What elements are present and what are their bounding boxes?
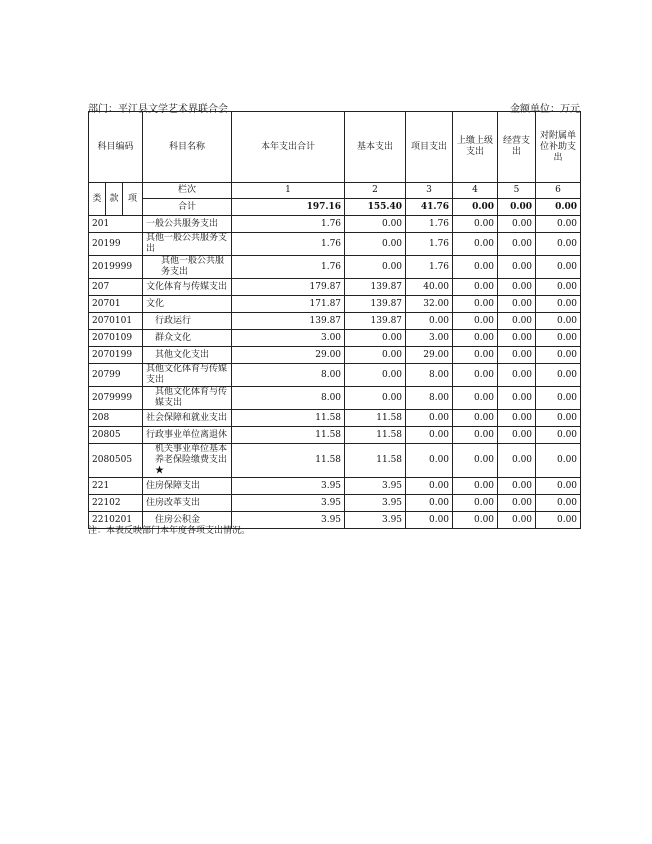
- row-total: 3.00: [232, 330, 345, 347]
- row-subsidy: 0.00: [536, 410, 581, 427]
- col-total: 本年支出合计: [232, 112, 345, 183]
- row-upper: 0.00: [453, 427, 498, 444]
- row-total: 1.76: [232, 233, 345, 256]
- table-row: [89, 444, 581, 478]
- row-subsidy: 0.00: [536, 279, 581, 296]
- table-row: [89, 410, 581, 427]
- row-project: 0.00: [406, 427, 453, 444]
- row-project: 0.00: [406, 478, 453, 495]
- row-total: 3.95: [232, 478, 345, 495]
- unit-label: 金额单位：万元: [510, 104, 580, 115]
- col-subsidy: 对附属单位补助支出: [536, 112, 581, 183]
- table-row: [89, 364, 581, 387]
- row-total: 11.58: [232, 427, 345, 444]
- col-lanci: 栏次: [143, 183, 232, 199]
- row-basic: 3.95: [345, 495, 406, 512]
- row-upper: 0.00: [453, 330, 498, 347]
- table-row: [89, 296, 581, 313]
- row-name: 文化: [143, 296, 232, 313]
- row-upper: 0.00: [453, 296, 498, 313]
- row-project: 1.76: [406, 256, 453, 279]
- row-project: 0.00: [406, 495, 453, 512]
- row-name: 社会保障和就业支出: [143, 410, 232, 427]
- total-cell: 0.00: [498, 199, 536, 216]
- column-number-row: [89, 183, 581, 199]
- row-business: 0.00: [498, 256, 536, 279]
- total-cell: 155.40: [345, 199, 406, 216]
- row-basic: 139.87: [345, 279, 406, 296]
- col-number: 2: [345, 183, 406, 199]
- row-project: 29.00: [406, 347, 453, 364]
- row-name: 其他文化体育与传媒支出: [143, 364, 232, 387]
- table-row: [89, 256, 581, 279]
- row-subsidy: 0.00: [536, 444, 581, 478]
- row-business: 0.00: [498, 233, 536, 256]
- row-subsidy: 0.00: [536, 256, 581, 279]
- row-business: 0.00: [498, 444, 536, 478]
- row-project: 32.00: [406, 296, 453, 313]
- row-subsidy: 0.00: [536, 512, 581, 529]
- row-name: 行政事业单位离退休: [143, 427, 232, 444]
- row-code: 22102: [89, 495, 143, 512]
- row-business: 0.00: [498, 495, 536, 512]
- row-code: 2019999: [89, 256, 143, 279]
- total-cell: 197.16: [232, 199, 345, 216]
- table-row: [89, 495, 581, 512]
- row-total: 8.00: [232, 387, 345, 410]
- row-basic: 3.95: [345, 478, 406, 495]
- row-project: 0.00: [406, 512, 453, 529]
- row-basic: 0.00: [345, 330, 406, 347]
- row-business: 0.00: [498, 478, 536, 495]
- row-code: 20701: [89, 296, 143, 313]
- row-name: 其他文化支出: [143, 347, 232, 364]
- row-subsidy: 0.00: [536, 387, 581, 410]
- row-subsidy: 0.00: [536, 495, 581, 512]
- row-total: 3.95: [232, 512, 345, 529]
- row-code: 20805: [89, 427, 143, 444]
- table-row: [89, 330, 581, 347]
- table-row: [89, 233, 581, 256]
- col-basic: 基本支出: [345, 112, 406, 183]
- row-code: 221: [89, 478, 143, 495]
- total-cell: 0.00: [453, 199, 498, 216]
- row-upper: 0.00: [453, 233, 498, 256]
- table-row: [89, 279, 581, 296]
- row-name: 其他一般公共服务支出: [143, 256, 232, 279]
- total-row: [89, 199, 581, 216]
- row-total: 29.00: [232, 347, 345, 364]
- row-upper: 0.00: [453, 512, 498, 529]
- row-subsidy: 0.00: [536, 330, 581, 347]
- row-upper: 0.00: [453, 216, 498, 233]
- row-business: 0.00: [498, 410, 536, 427]
- row-total: 1.76: [232, 256, 345, 279]
- row-total: 8.00: [232, 364, 345, 387]
- row-basic: 0.00: [345, 256, 406, 279]
- row-name: 文化体育与传媒支出: [143, 279, 232, 296]
- row-total: 3.95: [232, 495, 345, 512]
- row-upper: 0.00: [453, 387, 498, 410]
- row-total: 1.76: [232, 216, 345, 233]
- row-upper: 0.00: [453, 347, 498, 364]
- row-project: 8.00: [406, 364, 453, 387]
- total-label: 合计: [143, 199, 232, 216]
- row-basic: 0.00: [345, 347, 406, 364]
- row-subsidy: 0.00: [536, 233, 581, 256]
- row-subsidy: 0.00: [536, 364, 581, 387]
- col-kuan: 款: [106, 183, 123, 216]
- row-business: 0.00: [498, 387, 536, 410]
- row-name: 群众文化: [143, 330, 232, 347]
- total-cell: 41.76: [406, 199, 453, 216]
- col-business: 经营支出: [498, 112, 536, 183]
- row-basic: 139.87: [345, 296, 406, 313]
- row-total: 179.87: [232, 279, 345, 296]
- row-name: 住房公积金: [143, 512, 232, 529]
- row-basic: 11.58: [345, 444, 406, 478]
- col-lei: 类: [89, 183, 106, 216]
- header-row: [89, 112, 581, 183]
- row-basic: 0.00: [345, 216, 406, 233]
- row-business: 0.00: [498, 296, 536, 313]
- row-project: 1.76: [406, 233, 453, 256]
- col-number: 6: [536, 183, 581, 199]
- table-row: [89, 478, 581, 495]
- row-code: 2080505: [89, 444, 143, 478]
- row-upper: 0.00: [453, 313, 498, 330]
- row-code: 201: [89, 216, 143, 233]
- row-code: 208: [89, 410, 143, 427]
- row-upper: 0.00: [453, 478, 498, 495]
- row-subsidy: 0.00: [536, 313, 581, 330]
- department-label: 部门：平江县文学艺术界联合会: [88, 104, 228, 115]
- table-row: [89, 216, 581, 233]
- row-project: 1.76: [406, 216, 453, 233]
- row-name: 其他文化体育与传媒支出: [143, 387, 232, 410]
- row-code: 20799: [89, 364, 143, 387]
- row-code: 2070199: [89, 347, 143, 364]
- col-project: 项目支出: [406, 112, 453, 183]
- row-total: 139.87: [232, 313, 345, 330]
- col-number: 3: [406, 183, 453, 199]
- row-project: 40.00: [406, 279, 453, 296]
- row-subsidy: 0.00: [536, 296, 581, 313]
- row-subsidy: 0.00: [536, 347, 581, 364]
- row-total: 11.58: [232, 410, 345, 427]
- row-project: 0.00: [406, 313, 453, 330]
- row-basic: 139.87: [345, 313, 406, 330]
- col-name: 科目名称: [143, 112, 232, 183]
- row-business: 0.00: [498, 330, 536, 347]
- col-number: 1: [232, 183, 345, 199]
- row-project: 0.00: [406, 410, 453, 427]
- row-basic: 11.58: [345, 427, 406, 444]
- row-business: 0.00: [498, 364, 536, 387]
- col-upper: 上缴上级支出: [453, 112, 498, 183]
- row-basic: 3.95: [345, 512, 406, 529]
- row-project: 0.00: [406, 444, 453, 478]
- row-code: 207: [89, 279, 143, 296]
- row-basic: 11.58: [345, 410, 406, 427]
- col-number: 4: [453, 183, 498, 199]
- col-xiang: 项: [123, 183, 143, 216]
- row-subsidy: 0.00: [536, 216, 581, 233]
- row-upper: 0.00: [453, 444, 498, 478]
- row-code: 2210201: [89, 512, 143, 529]
- row-name: 机关事业单位基本养老保险缴费支出★: [143, 444, 232, 478]
- row-subsidy: 0.00: [536, 427, 581, 444]
- row-code: 2079999: [89, 387, 143, 410]
- row-name: 其他一般公共服务支出: [143, 233, 232, 256]
- row-upper: 0.00: [453, 364, 498, 387]
- row-upper: 0.00: [453, 410, 498, 427]
- row-name: 住房保障支出: [143, 478, 232, 495]
- row-total: 171.87: [232, 296, 345, 313]
- row-business: 0.00: [498, 216, 536, 233]
- total-cell: 0.00: [536, 199, 581, 216]
- row-basic: 0.00: [345, 364, 406, 387]
- table-row: [89, 427, 581, 444]
- row-basic: 0.00: [345, 233, 406, 256]
- table-row: [89, 347, 581, 364]
- row-business: 0.00: [498, 347, 536, 364]
- row-upper: 0.00: [453, 279, 498, 296]
- row-business: 0.00: [498, 512, 536, 529]
- expenditure-table: [88, 111, 581, 529]
- row-total: 11.58: [232, 444, 345, 478]
- table-row: [89, 387, 581, 410]
- row-code: 2070109: [89, 330, 143, 347]
- col-code: 科目编码: [89, 112, 143, 183]
- row-code: 2070101: [89, 313, 143, 330]
- table-note: 注：本表反映部门本年度各项支出情况。: [88, 526, 251, 536]
- row-business: 0.00: [498, 427, 536, 444]
- row-basic: 0.00: [345, 387, 406, 410]
- row-upper: 0.00: [453, 495, 498, 512]
- row-business: 0.00: [498, 313, 536, 330]
- col-number: 5: [498, 183, 536, 199]
- row-upper: 0.00: [453, 256, 498, 279]
- row-name: 住房改革支出: [143, 495, 232, 512]
- row-project: 3.00: [406, 330, 453, 347]
- table-row: [89, 313, 581, 330]
- row-subsidy: 0.00: [536, 478, 581, 495]
- row-business: 0.00: [498, 279, 536, 296]
- row-project: 8.00: [406, 387, 453, 410]
- row-name: 一般公共服务支出: [143, 216, 232, 233]
- row-code: 20199: [89, 233, 143, 256]
- row-name: 行政运行: [143, 313, 232, 330]
